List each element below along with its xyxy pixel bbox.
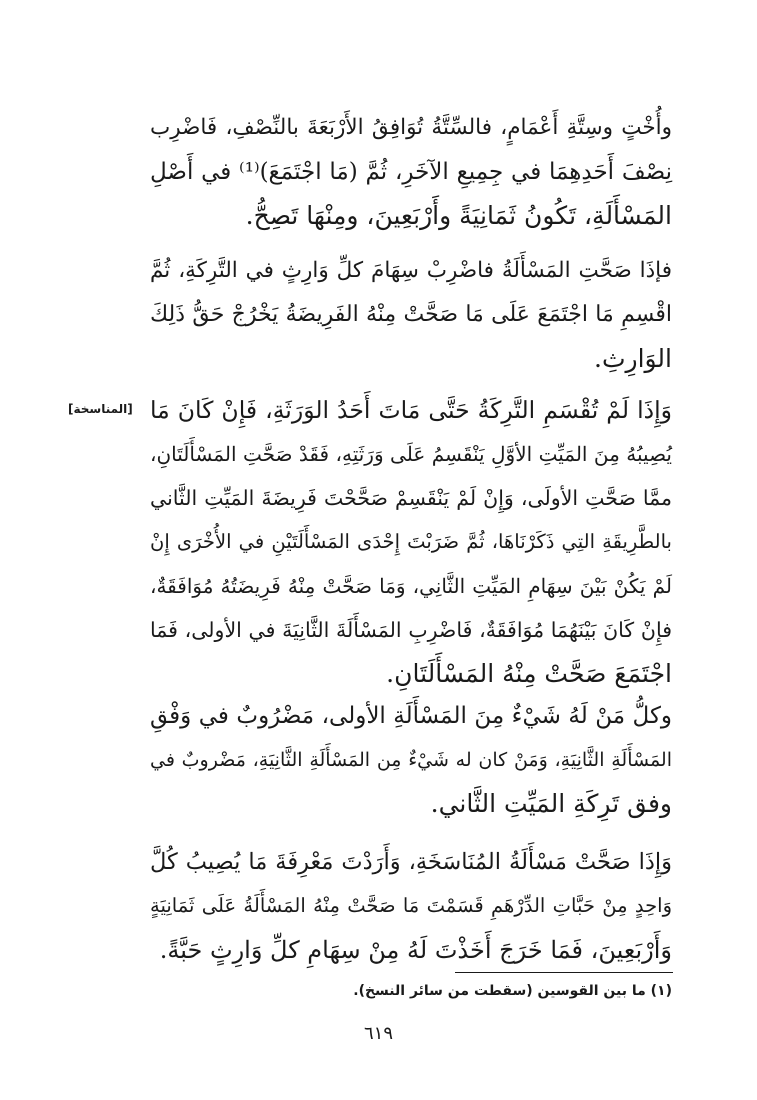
paragraph-line: فإِنْ كَانَ بَيْنَهُمَا مُوَافَقَةٌ، فَاضْرِبِ المَسْأَلَةَ الثَّانِيَةَ في الأولى، فَمَا	[150, 618, 672, 642]
paragraph-line: وأُخْتٍ وسِتَّةِ أَعْمَامٍ، فالسِّتَّةُ تُوَافِقُ الأَرْبَعَةَ بالنِّصْفِ، فَاضْرِب	[150, 115, 672, 140]
paragraph-line: وَإِذَا لَمْ تُقْسَمِ التَّرِكَةُ حَتَّى مَاتَ أَحَدُ الوَرَثَةِ، فَإِنْ كَانَ مَا	[150, 396, 672, 424]
paragraph-line: وفق تَرِكَةِ المَيِّتِ الثَّاني.	[430, 789, 672, 818]
margin-heading: [المناسخة]	[68, 402, 133, 416]
paragraph-line: اجْتَمَعَ صَحَّتْ مِنْهُ المَسْأَلَتَانِ.	[386, 659, 672, 688]
footnote-divider	[455, 972, 673, 973]
paragraph-line: المَسْأَلَةِ، تَكُونُ ثَمَانِيَةً وأَرْبَعِينَ، ومِنْهَا تَصِحُّ.	[245, 201, 672, 230]
paragraph-line: وَأَرْبَعِينَ، فَمَا خَرَجَ أَخَذْتَ لَهُ مِنْ سِهَامِ كلِّ وَارِثٍ حَبَّةً.	[159, 936, 672, 964]
paragraph-line: وَاحِدٍ مِنْ حَبَّاتِ الدِّرْهَمِ قَسَمْتَ مَا صَحَّتْ مِنْهُ المَسْأَلَةُ عَلَى ثَمَانِيَةٍ	[150, 894, 672, 917]
paragraph-line: وكلُّ مَنْ لَهُ شَيْءٌ مِنَ المَسْأَلَةِ الأولى، مَضْرُوبٌ في وَفْقِ	[150, 703, 672, 729]
paragraph-line: وَإِذَا صَحَّتْ مَسْأَلَةُ المُنَاسَخَةِ، وَأَرَدْتَ مَعْرِفَةَ مَا يُصِيبُ كُلَّ	[150, 849, 672, 875]
paragraph-line: فإذَا صَحَّتِ المَسْأَلَةُ فاضْرِبْ سِهَامَ كلِّ وَارِثٍ في التَّرِكَةِ، ثُمَّ	[150, 258, 672, 283]
paragraph-5	[150, 840, 672, 972]
paragraph-line: نِصْفَ أَحَدِهِمَا في جِمِيعِ الآخَرِ، ثُمَّ (مَا اجْتَمَعَ)⁽¹⁾ في أَصْلِ	[150, 159, 672, 185]
paragraph-line: لَمْ يَكُنْ بَيْنَ سِهَامِ المَيِّتِ الثَّانِي، وَمَا صَحَّتْ مِنْهُ فَرِيضَتُهُ مُوَافَقَةٌ،	[150, 574, 672, 598]
paragraph-2	[150, 249, 672, 381]
paragraph-3	[150, 388, 672, 696]
paragraph-line: اقْسِمِ مَا اجْتَمَعَ عَلَى مَا صَحَّتْ مِنْهُ الفَرِيضَةُ يَخْرُجْ حَقُّ ذَلِكَ	[150, 302, 672, 327]
paragraph-4	[150, 694, 672, 826]
page-number: ٦١٩	[363, 1023, 393, 1044]
footnote: (١) ما بين القوسين (سقطت من سائر النسخ).	[353, 983, 672, 999]
paragraph-line: المَسْأَلَةِ الثَّانِيَةِ، وَمَنْ كان له شَيْءٌ مِن المَسْأَلَةِ الثَّانِيَةِ، مَضْروبٌ في	[150, 749, 672, 771]
paragraph-1	[150, 106, 672, 238]
paragraph-line: ممَّا صَحَّتِ الأولَى، وَإِنْ لَمْ يَنْقَسِمْ صَحَّحْتَ فَرِيضَةَ المَيِّتِ الثَّاني	[150, 486, 672, 510]
paragraph-line: يُصِيبُهُ مِنَ المَيِّتِ الأوَّلِ يَنْقَسِمُ عَلَى وَرَثَتِهِ، فَقَدْ صَحَّتِ المَسْأَلَتَانِ،	[150, 442, 672, 466]
paragraph-line: الوَارِثِ.	[594, 344, 672, 373]
paragraph-line: بالطَّرِيقَةِ التِي ذَكَرْنَاهَا، ثُمَّ ضَرَبْتَ إِحْدَى المَسْأَلَتَيْنِ في الأُخْرَى إِنْ	[150, 530, 672, 553]
